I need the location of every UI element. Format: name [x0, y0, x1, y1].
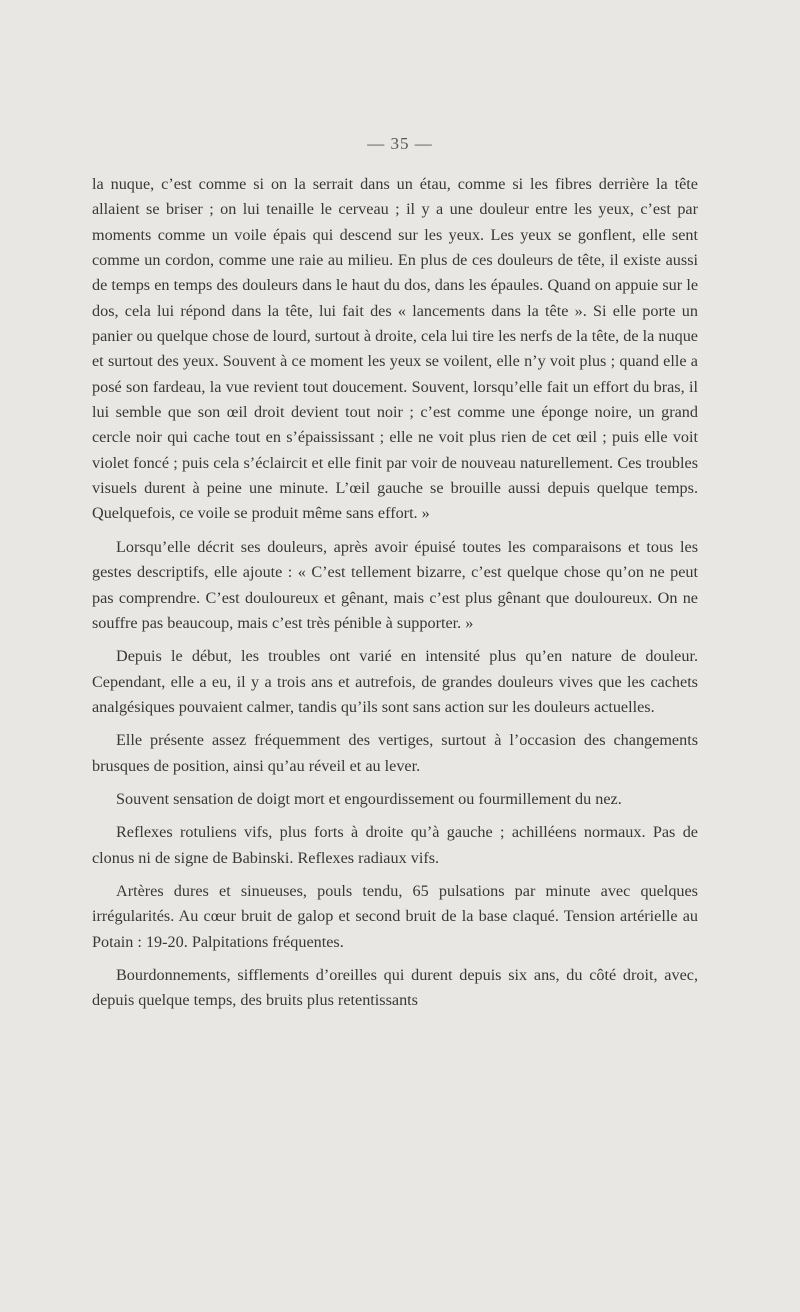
paragraph-6: Reflexes rotuliens vifs, plus forts à droite qu’à gauche ; achilléens normaux. Pas de clonus ni de signe de Babinski. Reflexes radiaux vifs. — [92, 823, 698, 867]
paragraph-7: Artères dures et sinueuses, pouls tendu, 65 pulsations par minute avec quelques irrégularités. Au cœur bruit de galop et second bruit de la base claqué. Tension artérielle au Potain : 19-20. Palpitations fréquentes. — [92, 881, 698, 951]
paragraph-1: la nuque, c’est comme si on la serrait dans un étau, comme si les fibres derrière la tête allaient se briser ; on lui tenaille le cerveau ; il y a une douleur entre les yeux, c’est par moments comme un voile épais qui descend sur les yeux. Les yeux se gonflent, elle sent comme un cordon, comme une raie au milieu. En plus de ces douleurs de tête, il existe aussi de temps en temps des douleurs dans le haut du dos, dans les épaules. Quand on appuie sur le dos, cela lui répond dans la tête, lui fait des « lancements dans la tête ». Si elle porte un panier ou quelque chose de lourd, surtout à droite, cela lui tire les nerfs de la tête, de la nuque et surtout des yeux. Souvent à ce moment les yeux se voilent, elle n’y voit plus ; quand elle a posé son fardeau, la vue revient tout doucement. Souvent, lorsqu’elle fait un effort du bras, il lui semble que son œil droit devient tout noir ; c’est comme une éponge noire, un grand cercle noir qui cache tout en s’épaississant ; elle ne voit plus rien de cet œil ; puis elle voit violet foncé ; puis cela s’éclaircit et elle finit par voir de nouveau naturellement. Ces troubles visuels durent à peine une minute. L’œil gauche se brouille aussi depuis quelque temps. Quelquefois, ce voile se produit même sans effort. » — [92, 175, 698, 523]
paragraph-8: Bourdonnements, sifflements d’oreilles qui durent depuis six ans, du côté droit, avec, depuis quelque temps, des bruits plus retentissants — [92, 965, 698, 1010]
paragraph-4: Elle présente assez fréquemment des vertiges, surtout à l’occasion des changements brusques de position, ainsi qu’au réveil et au lever. — [92, 731, 698, 775]
paragraph-3: Depuis le début, les troubles ont varié en intensité plus qu’en nature de douleur. Cependant, elle a eu, il y a trois ans et autrefois, de grandes douleurs vives que les cachets analgésiques pouvaient calmer, tandis qu’ils sont sans action sur les douleurs actuelles. — [92, 647, 698, 716]
paragraph-5: Souvent sensation de doigt mort et engourdissement ou fourmillement du nez. — [116, 789, 622, 808]
paragraph-2: Lorsqu’elle décrit ses douleurs, après avoir épuisé toutes les comparaisons et tous les gestes descriptifs, elle ajoute : « C’est tellement bizarre, c’est quelque chose qu’on ne peut pas comprendre. C’est douloureux et gênant, mais c’est plus gênant que douloureux. On ne souffre pas beaucoup, mais c’est très pénible à supporter. » — [92, 537, 698, 632]
page-number: — 35 — — [367, 134, 433, 153]
body-text — [92, 172, 698, 1022]
